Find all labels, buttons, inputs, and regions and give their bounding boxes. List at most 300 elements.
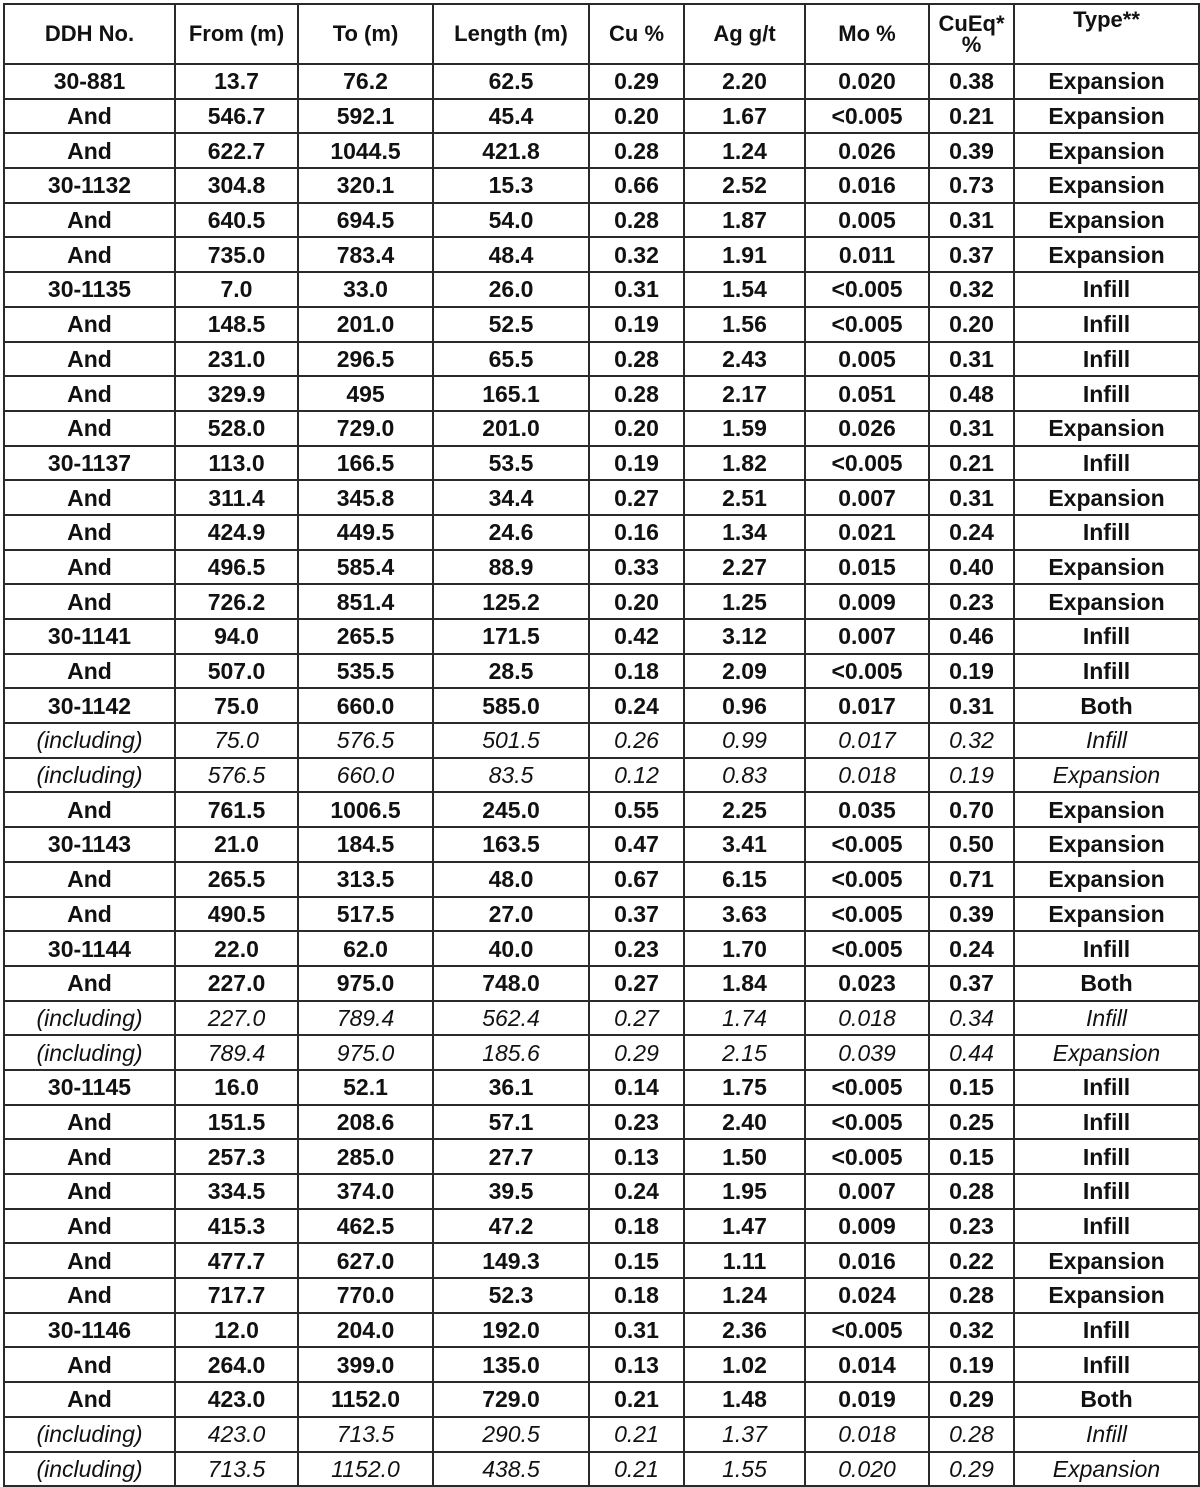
ag-cell: 1.84	[684, 966, 805, 1001]
cueq-cell: 0.32	[929, 723, 1014, 758]
type-cell: Infill	[1014, 931, 1199, 966]
table-row-including	[4, 1001, 1199, 1036]
mo-cell: 0.017	[805, 688, 929, 723]
from-cell: 7.0	[175, 272, 298, 307]
ag-cell: 1.70	[684, 931, 805, 966]
ag-cell: 6.15	[684, 862, 805, 897]
table-row	[4, 1174, 1199, 1209]
table-row	[4, 99, 1199, 134]
cu-cell: 0.20	[589, 99, 684, 134]
cueq-cell: 0.15	[929, 1139, 1014, 1174]
drill-results-table	[3, 3, 1200, 1487]
type-cell: Both	[1014, 688, 1199, 723]
header-to: To (m)	[298, 4, 433, 64]
table-row	[4, 1382, 1199, 1417]
cu-cell: 0.24	[589, 1174, 684, 1209]
length-cell: 171.5	[433, 619, 589, 654]
from-cell: 423.0	[175, 1382, 298, 1417]
cueq-cell: 0.32	[929, 272, 1014, 307]
length-cell: 65.5	[433, 342, 589, 377]
to-cell: 576.5	[298, 723, 433, 758]
ddh-no-cell: And	[4, 1382, 175, 1417]
to-cell: 265.5	[298, 619, 433, 654]
type-cell: Expansion	[1014, 480, 1199, 515]
ddh-no-cell: And	[4, 584, 175, 619]
cu-cell: 0.27	[589, 1001, 684, 1036]
mo-cell: 0.018	[805, 1417, 929, 1452]
header-row	[4, 4, 1199, 64]
mo-cell: <0.005	[805, 862, 929, 897]
table-row	[4, 688, 1199, 723]
to-cell: 374.0	[298, 1174, 433, 1209]
cu-cell: 0.28	[589, 133, 684, 168]
mo-cell: 0.020	[805, 1452, 929, 1487]
cu-cell: 0.23	[589, 931, 684, 966]
ddh-no-cell: And	[4, 654, 175, 689]
table-row-including	[4, 758, 1199, 793]
from-cell: 713.5	[175, 1452, 298, 1487]
ddh-no-cell: 30-1144	[4, 931, 175, 966]
table-row	[4, 64, 1199, 99]
to-cell: 201.0	[298, 307, 433, 342]
cueq-cell: 0.28	[929, 1174, 1014, 1209]
from-cell: 231.0	[175, 342, 298, 377]
length-cell: 48.0	[433, 862, 589, 897]
ddh-no-cell: 30-1142	[4, 688, 175, 723]
length-cell: 62.5	[433, 64, 589, 99]
cueq-cell: 0.25	[929, 1105, 1014, 1140]
to-cell: 208.6	[298, 1105, 433, 1140]
to-cell: 789.4	[298, 1001, 433, 1036]
table-row	[4, 966, 1199, 1001]
ag-cell: 1.25	[684, 584, 805, 619]
to-cell: 33.0	[298, 272, 433, 307]
cueq-cell: 0.46	[929, 619, 1014, 654]
length-cell: 562.4	[433, 1001, 589, 1036]
ag-cell: 1.34	[684, 515, 805, 550]
length-cell: 45.4	[433, 99, 589, 134]
ddh-no-cell: And	[4, 342, 175, 377]
to-cell: 694.5	[298, 203, 433, 238]
type-cell: Infill	[1014, 1209, 1199, 1244]
cu-cell: 0.18	[589, 1278, 684, 1313]
table-row	[4, 584, 1199, 619]
mo-cell: <0.005	[805, 446, 929, 481]
cu-cell: 0.55	[589, 792, 684, 827]
cueq-cell: 0.37	[929, 966, 1014, 1001]
ddh-no-cell: And	[4, 237, 175, 272]
cu-cell: 0.21	[589, 1452, 684, 1487]
cueq-cell: 0.19	[929, 654, 1014, 689]
to-cell: 166.5	[298, 446, 433, 481]
length-cell: 15.3	[433, 168, 589, 203]
cu-cell: 0.13	[589, 1347, 684, 1382]
length-cell: 501.5	[433, 723, 589, 758]
cu-cell: 0.19	[589, 446, 684, 481]
ag-cell: 1.50	[684, 1139, 805, 1174]
cu-cell: 0.19	[589, 307, 684, 342]
type-cell: Infill	[1014, 619, 1199, 654]
type-cell: Expansion	[1014, 64, 1199, 99]
cu-cell: 0.24	[589, 688, 684, 723]
type-cell: Infill	[1014, 1105, 1199, 1140]
header-ag: Ag g/t	[684, 4, 805, 64]
cu-cell: 0.18	[589, 1209, 684, 1244]
cu-cell: 0.18	[589, 654, 684, 689]
cueq-cell: 0.31	[929, 411, 1014, 446]
length-cell: 48.4	[433, 237, 589, 272]
cueq-cell: 0.19	[929, 1347, 1014, 1382]
table-row	[4, 133, 1199, 168]
ddh-no-cell: (including)	[4, 1417, 175, 1452]
to-cell: 660.0	[298, 688, 433, 723]
cueq-cell: 0.31	[929, 203, 1014, 238]
ag-cell: 1.24	[684, 133, 805, 168]
from-cell: 227.0	[175, 966, 298, 1001]
length-cell: 34.4	[433, 480, 589, 515]
to-cell: 399.0	[298, 1347, 433, 1382]
cu-cell: 0.37	[589, 897, 684, 932]
cueq-cell: 0.21	[929, 99, 1014, 134]
ag-cell: 3.41	[684, 827, 805, 862]
from-cell: 22.0	[175, 931, 298, 966]
cu-cell: 0.31	[589, 272, 684, 307]
mo-cell: 0.007	[805, 619, 929, 654]
ag-cell: 2.20	[684, 64, 805, 99]
ag-cell: 1.82	[684, 446, 805, 481]
cu-cell: 0.27	[589, 966, 684, 1001]
table-row	[4, 203, 1199, 238]
ag-cell: 2.40	[684, 1105, 805, 1140]
to-cell: 1152.0	[298, 1382, 433, 1417]
ddh-no-cell: 30-1132	[4, 168, 175, 203]
mo-cell: 0.035	[805, 792, 929, 827]
mo-cell: 0.018	[805, 1001, 929, 1036]
cu-cell: 0.16	[589, 515, 684, 550]
from-cell: 21.0	[175, 827, 298, 862]
table-row	[4, 862, 1199, 897]
type-cell: Infill	[1014, 307, 1199, 342]
to-cell: 345.8	[298, 480, 433, 515]
type-cell: Expansion	[1014, 168, 1199, 203]
cu-cell: 0.21	[589, 1417, 684, 1452]
to-cell: 285.0	[298, 1139, 433, 1174]
ag-cell: 1.56	[684, 307, 805, 342]
ag-cell: 2.36	[684, 1313, 805, 1348]
cu-cell: 0.26	[589, 723, 684, 758]
to-cell: 449.5	[298, 515, 433, 550]
cu-cell: 0.14	[589, 1070, 684, 1105]
from-cell: 151.5	[175, 1105, 298, 1140]
length-cell: 27.7	[433, 1139, 589, 1174]
mo-cell: <0.005	[805, 1070, 929, 1105]
ddh-no-cell: And	[4, 99, 175, 134]
cu-cell: 0.29	[589, 64, 684, 99]
cu-cell: 0.28	[589, 203, 684, 238]
length-cell: 245.0	[433, 792, 589, 827]
type-cell: Expansion	[1014, 99, 1199, 134]
length-cell: 729.0	[433, 1382, 589, 1417]
table-row	[4, 446, 1199, 481]
to-cell: 1006.5	[298, 792, 433, 827]
mo-cell: 0.005	[805, 342, 929, 377]
mo-cell: 0.018	[805, 758, 929, 793]
to-cell: 184.5	[298, 827, 433, 862]
to-cell: 495	[298, 376, 433, 411]
from-cell: 148.5	[175, 307, 298, 342]
type-cell: Expansion	[1014, 1243, 1199, 1278]
ag-cell: 1.55	[684, 1452, 805, 1487]
cueq-cell: 0.32	[929, 1313, 1014, 1348]
header-type: Type**	[1014, 4, 1199, 64]
ag-cell: 1.95	[684, 1174, 805, 1209]
from-cell: 75.0	[175, 723, 298, 758]
mo-cell: 0.007	[805, 480, 929, 515]
table-row	[4, 792, 1199, 827]
mo-cell: 0.026	[805, 133, 929, 168]
ag-cell: 0.96	[684, 688, 805, 723]
mo-cell: 0.011	[805, 237, 929, 272]
cueq-cell: 0.48	[929, 376, 1014, 411]
table-row	[4, 1139, 1199, 1174]
table-row	[4, 411, 1199, 446]
length-cell: 149.3	[433, 1243, 589, 1278]
ddh-no-cell: And	[4, 1105, 175, 1140]
cu-cell: 0.67	[589, 862, 684, 897]
mo-cell: <0.005	[805, 272, 929, 307]
ag-cell: 2.25	[684, 792, 805, 827]
length-cell: 39.5	[433, 1174, 589, 1209]
table-row	[4, 654, 1199, 689]
ddh-no-cell: And	[4, 792, 175, 827]
to-cell: 975.0	[298, 1035, 433, 1070]
ag-cell: 3.63	[684, 897, 805, 932]
table-row	[4, 550, 1199, 585]
from-cell: 264.0	[175, 1347, 298, 1382]
ag-cell: 2.51	[684, 480, 805, 515]
from-cell: 311.4	[175, 480, 298, 515]
length-cell: 192.0	[433, 1313, 589, 1348]
mo-cell: <0.005	[805, 1105, 929, 1140]
table-row-including	[4, 723, 1199, 758]
cueq-cell: 0.22	[929, 1243, 1014, 1278]
ag-cell: 2.52	[684, 168, 805, 203]
table-row	[4, 376, 1199, 411]
table-row	[4, 1243, 1199, 1278]
length-cell: 185.6	[433, 1035, 589, 1070]
from-cell: 528.0	[175, 411, 298, 446]
from-cell: 304.8	[175, 168, 298, 203]
cueq-cell: 0.73	[929, 168, 1014, 203]
cu-cell: 0.28	[589, 376, 684, 411]
table-row	[4, 931, 1199, 966]
from-cell: 761.5	[175, 792, 298, 827]
from-cell: 75.0	[175, 688, 298, 723]
from-cell: 546.7	[175, 99, 298, 134]
length-cell: 40.0	[433, 931, 589, 966]
cu-cell: 0.20	[589, 584, 684, 619]
type-cell: Infill	[1014, 446, 1199, 481]
cueq-cell: 0.39	[929, 133, 1014, 168]
type-cell: Expansion	[1014, 237, 1199, 272]
length-cell: 748.0	[433, 966, 589, 1001]
ag-cell: 1.74	[684, 1001, 805, 1036]
from-cell: 113.0	[175, 446, 298, 481]
mo-cell: 0.005	[805, 203, 929, 238]
table-body	[4, 64, 1199, 1486]
ag-cell: 1.87	[684, 203, 805, 238]
to-cell: 52.1	[298, 1070, 433, 1105]
mo-cell: 0.026	[805, 411, 929, 446]
cueq-cell: 0.71	[929, 862, 1014, 897]
from-cell: 789.4	[175, 1035, 298, 1070]
mo-cell: <0.005	[805, 307, 929, 342]
mo-cell: 0.016	[805, 1243, 929, 1278]
to-cell: 660.0	[298, 758, 433, 793]
from-cell: 265.5	[175, 862, 298, 897]
mo-cell: 0.039	[805, 1035, 929, 1070]
type-cell: Expansion	[1014, 550, 1199, 585]
to-cell: 517.5	[298, 897, 433, 932]
table-row	[4, 342, 1199, 377]
type-cell: Infill	[1014, 515, 1199, 550]
to-cell: 204.0	[298, 1313, 433, 1348]
type-cell: Infill	[1014, 1417, 1199, 1452]
ddh-no-cell: And	[4, 1209, 175, 1244]
length-cell: 125.2	[433, 584, 589, 619]
ddh-no-cell: And	[4, 1174, 175, 1209]
cueq-cell: 0.34	[929, 1001, 1014, 1036]
mo-cell: <0.005	[805, 897, 929, 932]
table-row-including	[4, 1417, 1199, 1452]
from-cell: 735.0	[175, 237, 298, 272]
ddh-no-cell: And	[4, 550, 175, 585]
cueq-cell: 0.37	[929, 237, 1014, 272]
from-cell: 12.0	[175, 1313, 298, 1348]
ddh-no-cell: And	[4, 307, 175, 342]
type-cell: Both	[1014, 966, 1199, 1001]
ddh-no-cell: And	[4, 1243, 175, 1278]
ddh-no-cell: And	[4, 897, 175, 932]
mo-cell: <0.005	[805, 1139, 929, 1174]
to-cell: 783.4	[298, 237, 433, 272]
to-cell: 585.4	[298, 550, 433, 585]
table-row-including	[4, 1452, 1199, 1487]
ddh-no-cell: (including)	[4, 1035, 175, 1070]
to-cell: 320.1	[298, 168, 433, 203]
to-cell: 851.4	[298, 584, 433, 619]
from-cell: 257.3	[175, 1139, 298, 1174]
length-cell: 28.5	[433, 654, 589, 689]
length-cell: 438.5	[433, 1452, 589, 1487]
to-cell: 713.5	[298, 1417, 433, 1452]
cueq-cell: 0.20	[929, 307, 1014, 342]
cueq-cell: 0.15	[929, 1070, 1014, 1105]
type-cell: Infill	[1014, 1001, 1199, 1036]
cueq-cell: 0.24	[929, 515, 1014, 550]
ddh-no-cell: (including)	[4, 723, 175, 758]
length-cell: 421.8	[433, 133, 589, 168]
cueq-cell: 0.39	[929, 897, 1014, 932]
length-cell: 290.5	[433, 1417, 589, 1452]
from-cell: 423.0	[175, 1417, 298, 1452]
ag-cell: 1.37	[684, 1417, 805, 1452]
cu-cell: 0.32	[589, 237, 684, 272]
cu-cell: 0.15	[589, 1243, 684, 1278]
ag-cell: 3.12	[684, 619, 805, 654]
length-cell: 24.6	[433, 515, 589, 550]
type-cell: Expansion	[1014, 584, 1199, 619]
from-cell: 227.0	[175, 1001, 298, 1036]
type-cell: Expansion	[1014, 133, 1199, 168]
table-row	[4, 1278, 1199, 1313]
table-row	[4, 515, 1199, 550]
ag-cell: 1.02	[684, 1347, 805, 1382]
from-cell: 576.5	[175, 758, 298, 793]
cu-cell: 0.27	[589, 480, 684, 515]
length-cell: 88.9	[433, 550, 589, 585]
ddh-no-cell: And	[4, 203, 175, 238]
type-cell: Infill	[1014, 1347, 1199, 1382]
table-row	[4, 1105, 1199, 1140]
cu-cell: 0.21	[589, 1382, 684, 1417]
type-cell: Infill	[1014, 654, 1199, 689]
to-cell: 627.0	[298, 1243, 433, 1278]
mo-cell: 0.019	[805, 1382, 929, 1417]
mo-cell: 0.009	[805, 1209, 929, 1244]
mo-cell: 0.009	[805, 584, 929, 619]
cueq-cell: 0.23	[929, 584, 1014, 619]
to-cell: 62.0	[298, 931, 433, 966]
mo-cell: 0.024	[805, 1278, 929, 1313]
from-cell: 726.2	[175, 584, 298, 619]
ddh-no-cell: (including)	[4, 1452, 175, 1487]
length-cell: 52.5	[433, 307, 589, 342]
cueq-cell: 0.24	[929, 931, 1014, 966]
cueq-cell: 0.31	[929, 342, 1014, 377]
ddh-no-cell: And	[4, 1139, 175, 1174]
length-cell: 26.0	[433, 272, 589, 307]
cu-cell: 0.28	[589, 342, 684, 377]
to-cell: 535.5	[298, 654, 433, 689]
type-cell: Infill	[1014, 376, 1199, 411]
ddh-no-cell: 30-1143	[4, 827, 175, 862]
ddh-no-cell: 30-1135	[4, 272, 175, 307]
cu-cell: 0.20	[589, 411, 684, 446]
mo-cell: 0.020	[805, 64, 929, 99]
mo-cell: 0.016	[805, 168, 929, 203]
table-row	[4, 307, 1199, 342]
ddh-no-cell: And	[4, 862, 175, 897]
type-cell: Infill	[1014, 1070, 1199, 1105]
type-cell: Expansion	[1014, 827, 1199, 862]
mo-cell: <0.005	[805, 931, 929, 966]
type-cell: Infill	[1014, 1139, 1199, 1174]
from-cell: 329.9	[175, 376, 298, 411]
to-cell: 729.0	[298, 411, 433, 446]
cu-cell: 0.23	[589, 1105, 684, 1140]
length-cell: 83.5	[433, 758, 589, 793]
type-cell: Infill	[1014, 723, 1199, 758]
cueq-cell: 0.23	[929, 1209, 1014, 1244]
table-row	[4, 1313, 1199, 1348]
to-cell: 1152.0	[298, 1452, 433, 1487]
cu-cell: 0.33	[589, 550, 684, 585]
cueq-cell: 0.40	[929, 550, 1014, 585]
from-cell: 717.7	[175, 1278, 298, 1313]
ag-cell: 2.09	[684, 654, 805, 689]
ddh-no-cell: And	[4, 411, 175, 446]
